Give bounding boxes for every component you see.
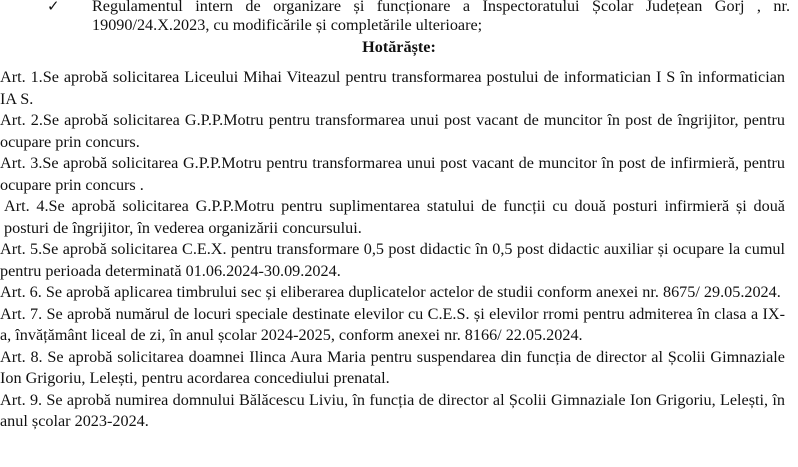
article-8: Art. 8. Se aprobă solicitarea doamnei Ilinca Aura Maria pentru suspendarea din funcția de director al Școlii Gimnaziale Ion Grigoriu, Lelești, pentru acordarea concediului prenatal.: [0, 347, 785, 387]
articles-list: [0, 67, 790, 433]
article-3: Art. 3.Se aprobă solicitarea G.P.P.Motru pentru transformarea unui post vacant de muncitor în post de infirmieră, pentru ocupare prin concurs .: [0, 154, 785, 194]
intro-text: [92, 0, 790, 35]
article-5: Art. 5.Se aprobă solicitarea C.E.X. pentru transformare 0,5 post didactic în 0,5 post didactic auxiliar și ocupare la cumul pentru perioada determinată 01.06.2024-30.09.2024.: [0, 240, 785, 280]
decision-heading: Hotărăște:: [362, 38, 436, 56]
article-2: Art. 2.Se aprobă solicitarea G.P.P.Motru pentru transformarea unui post vacant de muncitor în post de îngrijitor, pentru ocupare prin concurs.: [0, 111, 785, 151]
article-4: Art. 4.Se aprobă solicitarea G.P.P.Motru pentru suplimentarea statului de funcții cu două posturi infirmieră și două posturi de îngrijitor, în vederea organizării concursului.: [4, 197, 785, 237]
article-7: Art. 7. Se aprobă numărul de locuri speciale destinate elevilor cu C.E.S. și elevilor rromi pentru admiterea în clasa a IX-a, învățământ liceal de zi, în anul școlar 2024-2025, conform anexei nr. 8166/ 22.05.2024.: [0, 304, 785, 344]
article-6: Art. 6. Se aprobă aplicarea timbrului sec și eliberarea duplicatelor actelor de studii conform anexei nr. 8675/ 29.05.2024.: [0, 283, 781, 301]
article-9: Art. 9. Se aprobă numirea domnului Bălăcescu Liviu, în funcția de director al Școlii Gimnaziale Ion Grigoriu, Lelești, în anul școlar 2023-2024.: [0, 390, 785, 430]
article-1: Art. 1.Se aprobă solicitarea Liceului Mihai Viteazul pentru transformarea postului de informatician I S în informatician IA S.: [0, 68, 785, 108]
check-icon: ✓: [47, 0, 60, 15]
intro-line-2: 19090/24.X.2023, cu modificările și completările ulterioare;: [92, 16, 483, 34]
intro-line-1: Regulamentul intern de organizare și funcționare a Inspectoratului Școlar Județean Gorj , nr.: [92, 0, 790, 15]
